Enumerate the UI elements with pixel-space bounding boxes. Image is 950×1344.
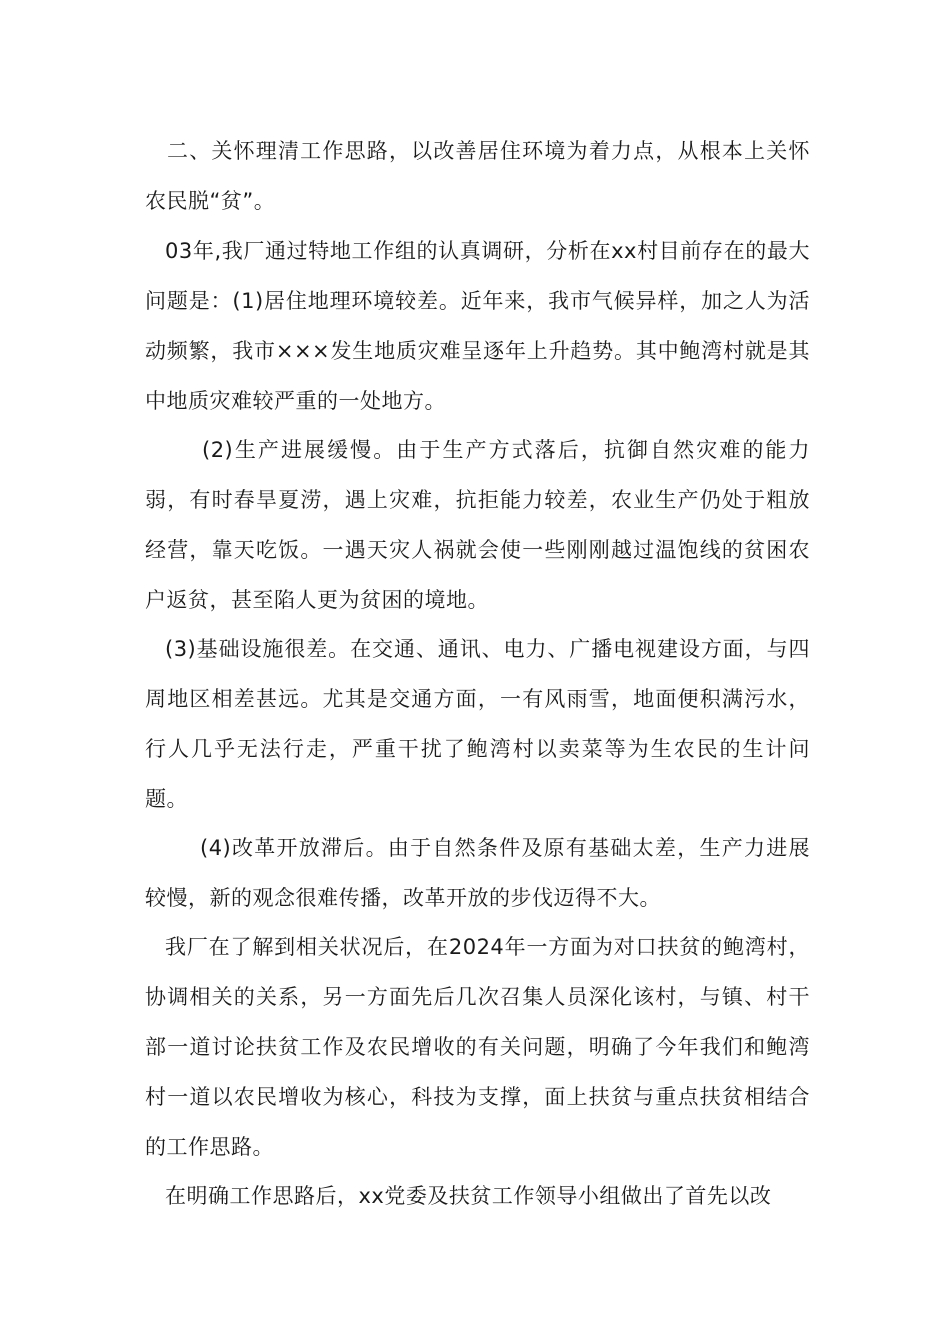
paragraph-reform-issue: (4)改革开放滞后。由于自然条件及原有基础太差，生产力进展较慢，新的观念很难传播，改革开放的步伐迈得不大。 — [145, 836, 810, 910]
paragraph-infrastructure-issue: (3)基础设施很差。在交通、通讯、电力、广播电视建设方面，与四周地区相差甚远。尤其是交通方面，一有风雨雪，地面便积满污水，行人几乎无法行走，严重干扰了鲍湾村以卖菜等为生农民的生计问题。 — [145, 637, 810, 811]
paragraph-survey-findings: 03年,我厂通过特地工作组的认真调研，分析在xx村目前存在的最大问题是：(1)居住地理环境较差。近年来，我市气候异样，加之人为活动频繁，我市×××发生地质灾难呈逐年上升趋势。其中鲍湾村就是其中地质灾难较严重的一处地方。 — [145, 239, 810, 413]
paragraph-section-two-heading: 二、关怀理清工作思路，以改善居住环境为着力点，从根本上关怀农民脱“贫”。 — [145, 139, 810, 213]
paragraph-work-approach: 我厂在了解到相关状况后，在2024年一方面为对口扶贫的鲍湾村，协调相关的关系，另一方面先后几次召集人员深化该村，与镇、村干部一道讨论扶贫工作及农民增收的有关问题，明确了今年我们和鲍湾村一道以农民增收为核心，科技为支撑，面上扶贫与重点扶贫相结合的工作思路。 — [145, 935, 810, 1159]
paragraph-next-steps: 在明确工作思路后，xx党委及扶贫工作领导小组做出了首先以改 — [165, 1184, 772, 1208]
paragraph-production-issue: (2)生产进展缓慢。由于生产方式落后，抗御自然灾难的能力弱，有时春旱夏涝，遇上灾难，抗拒能力较差，农业生产仍处于粗放经营，靠天吃饭。一遇天灾人祸就会使一些刚刚越过温饱线的贫困农户返贫，甚至陷人更为贫困的境地。 — [145, 438, 810, 612]
